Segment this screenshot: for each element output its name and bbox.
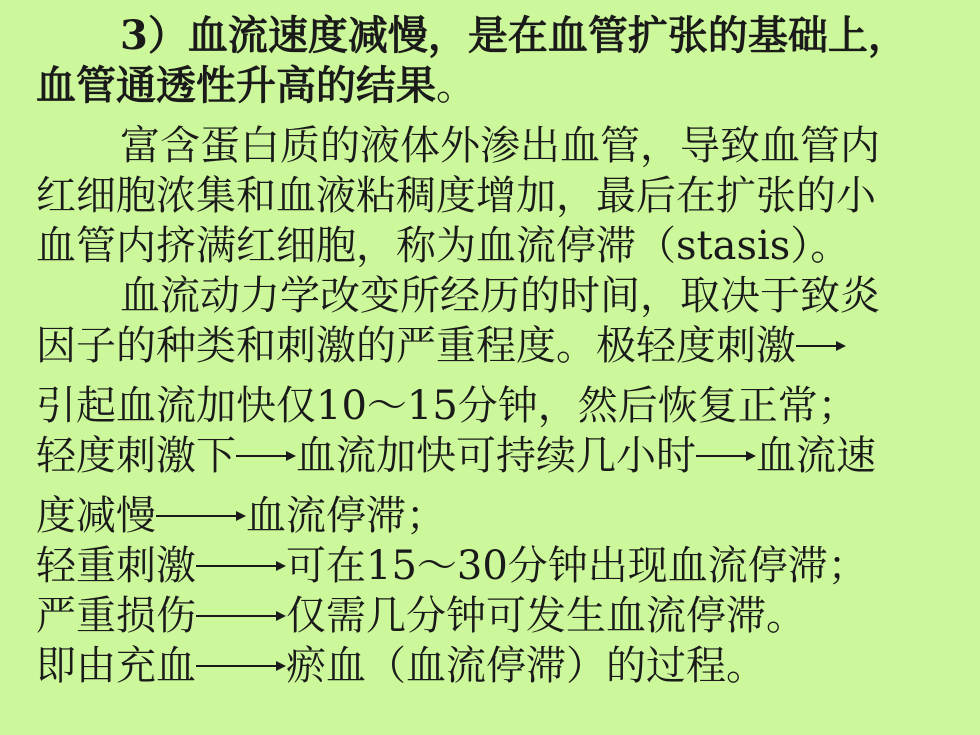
para1-line-3: 血管内挤满红细胞，称为血流停滞（stasis）。 [36,223,851,269]
arrow-icon [196,542,286,590]
chain-line-3-a: 度减慢 [36,493,156,539]
para2-line-2 [36,322,846,370]
chain-line-6-b: 瘀血（血流停滞）的过程。 [286,643,766,689]
chain-line-5 [36,592,806,640]
heading-line-2-bold: 血管通透性升高的结果 [36,62,436,109]
arrow-icon [156,492,246,540]
chain-line-2-c: 血流速 [756,433,876,479]
arrow-icon [696,432,756,480]
chain-line-5-b: 仅需几分钟可发生血流停滞。 [286,593,806,639]
chain-line-3 [36,492,446,540]
chain-line-1: 引起血流加快仅10～15分钟，然后恢复正常； [36,383,858,429]
para1-line-1: 富含蛋白质的液体外渗出血管，导致血管内 [120,123,880,169]
chain-line-2-a: 轻度刺激下 [36,433,236,479]
heading-line-2 [36,62,476,110]
chain-line-6-a: 即由充血 [36,643,196,689]
chain-line-4 [36,542,868,590]
arrow-icon [196,642,286,690]
para2-line-1: 血流动力学改变所经历的时间，取决于致炎 [120,273,880,319]
arrow-icon [796,322,846,370]
heading-line-1: 3）血流速度减慢，是在血管扩张的基础上， [120,12,908,59]
chain-line-6 [36,642,766,690]
chain-line-4-b: 可在15～30分钟出现血流停滞； [286,543,868,589]
para2-line-2-text: 因子的种类和刺激的严重程度。极轻度刺激 [36,323,796,369]
heading-line-2-end: 。 [436,63,476,109]
para1-line-2: 红细胞浓集和血液粘稠度增加，最后在扩张的小 [36,173,876,219]
chain-line-5-a: 严重损伤 [36,593,196,639]
chain-line-3-b: 血流停滞； [246,493,446,539]
chain-line-2 [36,432,876,480]
chain-line-2-b: 血流加快可持续几小时 [296,433,696,479]
arrow-icon [236,432,296,480]
arrow-icon [196,592,286,640]
chain-line-4-a: 轻重刺激 [36,543,196,589]
